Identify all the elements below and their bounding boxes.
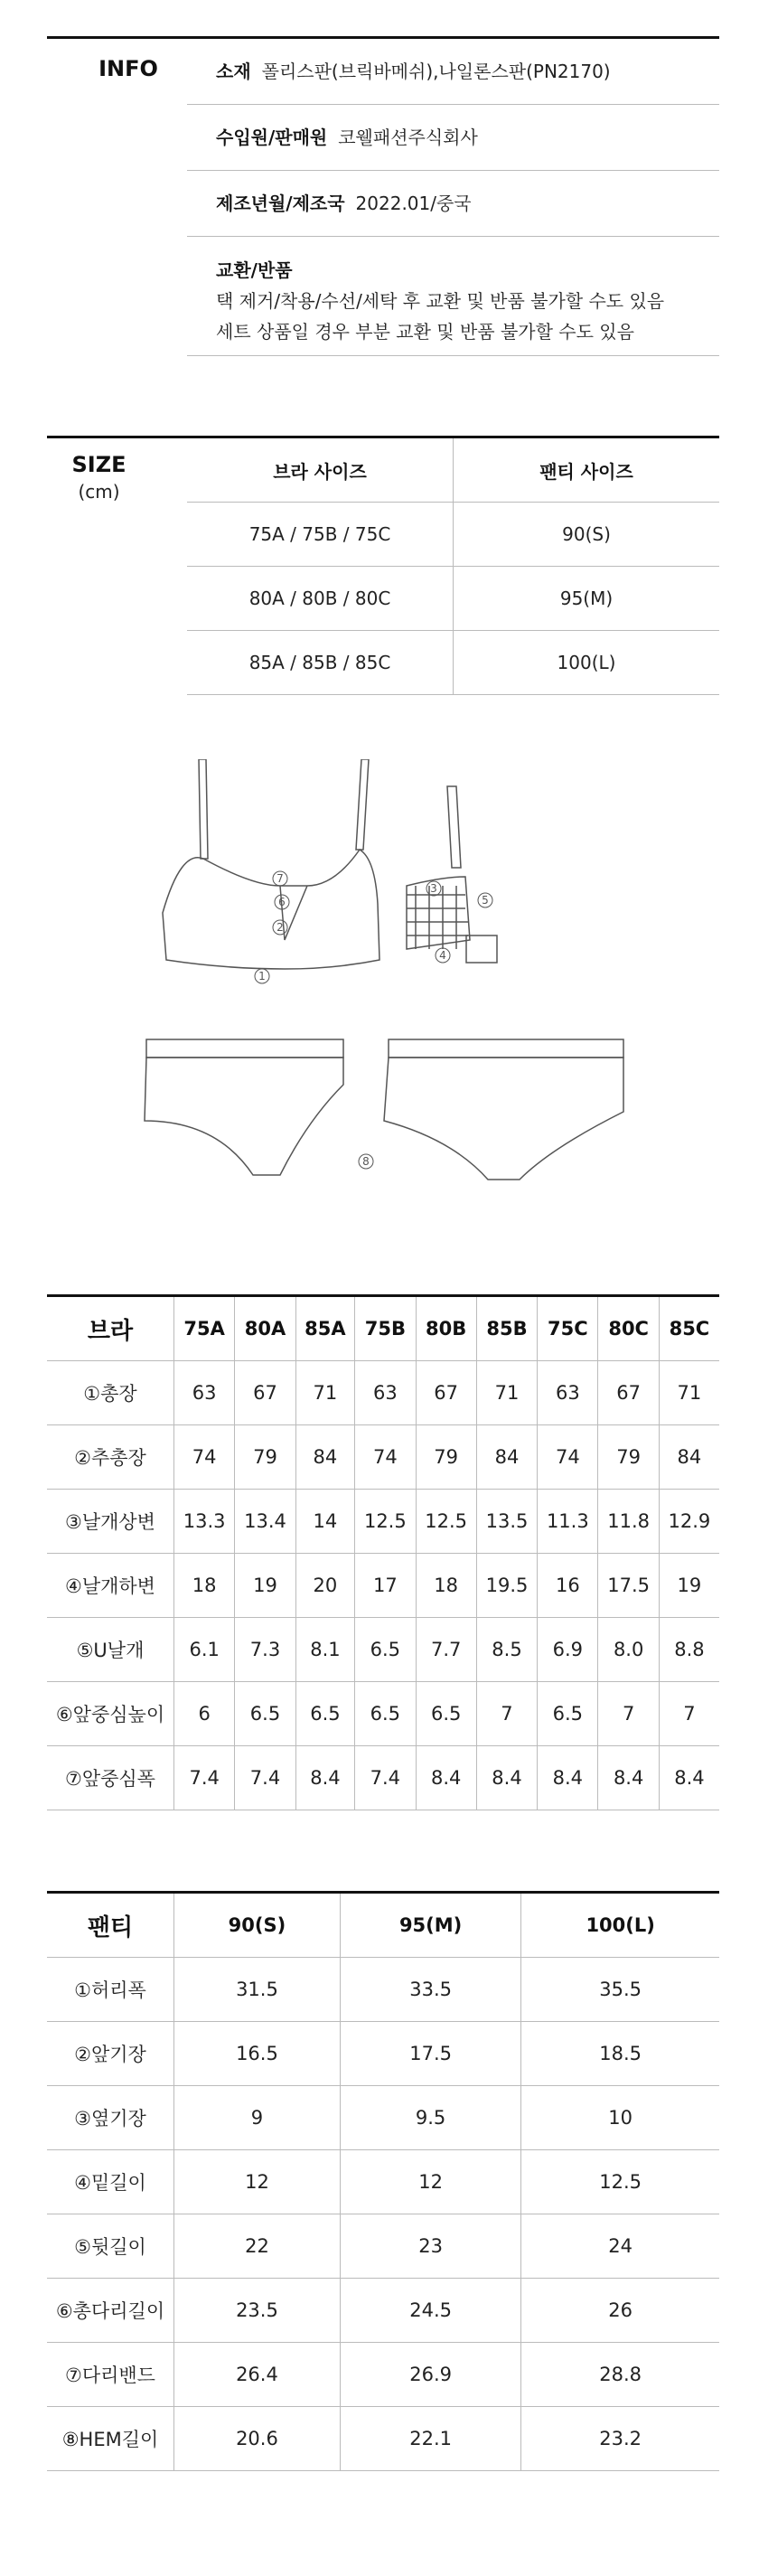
value-cell: 31.5 [174,1958,341,2022]
bra-size-col: 80A [235,1296,295,1361]
value-cell: 7 [598,1682,659,1746]
value-cell: 18 [174,1554,235,1618]
panty-size-header: 팬티 사이즈 [454,438,720,503]
table-row [47,2279,719,2343]
bra-table-body [47,1361,719,1810]
bra-size-col: 80C [598,1296,659,1361]
value-cell: 19 [659,1554,719,1618]
value-cell: 19 [235,1554,295,1618]
value-cell: 7 [476,1682,537,1746]
value-cell: 7.4 [174,1746,235,1810]
table-row [47,2214,719,2279]
value-cell: 71 [295,1361,355,1425]
exchange-label: 교환/반품 [216,259,293,281]
row-label: ①허리폭 [47,1958,174,2022]
size-row [187,503,719,567]
value-cell: 79 [416,1425,476,1490]
manufacture-value: 2022.01/중국 [355,193,472,214]
table-row [47,1361,719,1425]
value-cell: 12.9 [659,1490,719,1554]
value-cell: 10 [521,2086,719,2150]
value-cell: 22.1 [340,2407,520,2471]
value-cell: 79 [235,1425,295,1490]
info-heading: INFO [98,56,158,81]
value-cell: 16.5 [174,2022,341,2086]
marker-8 [359,1154,373,1169]
value-cell: 7.4 [235,1746,295,1810]
value-cell: 12.5 [355,1490,416,1554]
value-cell: 12.5 [521,2150,719,2214]
value-cell: 18.5 [521,2022,719,2086]
value-cell: 79 [598,1425,659,1490]
value-cell: 67 [235,1361,295,1425]
value-cell: 22 [174,2214,341,2279]
size-heading [47,452,151,503]
value-cell: 84 [476,1425,537,1490]
table-row [47,2022,719,2086]
material-label: 소재 [216,61,251,82]
value-cell: 6.5 [355,1618,416,1682]
value-cell: 7.4 [355,1746,416,1810]
info-row-manufacture [187,171,719,237]
value-cell: 7 [659,1682,719,1746]
value-cell: 35.5 [521,1958,719,2022]
row-label: ③날개상변 [47,1490,174,1554]
row-label: ⑥앞중심높이 [47,1682,174,1746]
panty-heading: 팬티 [47,1893,174,1958]
value-cell: 6.5 [235,1682,295,1746]
row-label: ⑤뒷길이 [47,2214,174,2279]
bra-size-col: 85B [476,1296,537,1361]
table-row [47,1618,719,1682]
bra-size-cell: 75A / 75B / 75C [187,503,454,567]
bra-size-col: 75B [355,1296,416,1361]
bra-size-cell: 85A / 85B / 85C [187,631,454,695]
value-cell: 71 [476,1361,537,1425]
value-cell: 84 [659,1425,719,1490]
bra-front-illustration [163,759,380,969]
info-row-exchange [187,237,719,356]
manufacture-label: 제조년월/제조국 [216,193,345,214]
value-cell: 8.4 [416,1746,476,1810]
marker-2 [273,920,287,935]
value-cell: 74 [355,1425,416,1490]
size-header-row [187,438,719,503]
bra-header-row [47,1296,719,1361]
value-cell: 26 [521,2279,719,2343]
value-cell: 28.8 [521,2343,719,2407]
size-section [47,436,719,673]
row-label: ②앞기장 [47,2022,174,2086]
value-cell: 8.5 [476,1618,537,1682]
value-cell: 33.5 [340,1958,520,2022]
value-cell: 20.6 [174,2407,341,2471]
table-row [47,2150,719,2214]
value-cell: 8.4 [659,1746,719,1810]
panty-size-cell: 95(M) [454,567,720,631]
info-row-material [187,39,719,105]
bra-size-cell: 80A / 80B / 80C [187,567,454,631]
size-heading-title: SIZE [71,452,126,477]
value-cell: 9.5 [340,2086,520,2150]
value-cell: 13.5 [476,1490,537,1554]
table-row [47,2407,719,2471]
marker-6 [275,895,289,909]
info-section [47,36,719,343]
bra-heading: 브라 [47,1296,174,1361]
bra-back-illustration [407,786,497,963]
svg-text:5: 5 [482,894,489,907]
value-cell: 14 [295,1490,355,1554]
value-cell: 11.8 [598,1490,659,1554]
row-label: ④밑길이 [47,2150,174,2214]
bra-size-col: 85C [659,1296,719,1361]
marker-4 [436,948,450,963]
measurement-diagram-svg [126,759,632,1329]
value-cell: 17.5 [340,2022,520,2086]
importer-label: 수입원/판매원 [216,127,328,148]
bra-size-col: 80B [416,1296,476,1361]
value-cell: 24.5 [340,2279,520,2343]
table-row [47,1490,719,1554]
row-label: ③옆기장 [47,2086,174,2150]
value-cell: 8.4 [538,1746,598,1810]
panty-size-col: 90(S) [174,1893,341,1958]
value-cell: 11.3 [538,1490,598,1554]
bra-size-col: 75C [538,1296,598,1361]
row-label: ①총장 [47,1361,174,1425]
value-cell: 6.1 [174,1618,235,1682]
value-cell: 17.5 [598,1554,659,1618]
measurement-diagrams [126,759,632,1329]
bra-size-col: 75A [174,1296,235,1361]
svg-text:8: 8 [362,1155,370,1168]
table-row [47,2343,719,2407]
bra-size-header: 브라 사이즈 [187,438,454,503]
size-heading-unit: (cm) [78,481,120,503]
value-cell: 12 [174,2150,341,2214]
value-cell: 6.5 [416,1682,476,1746]
value-cell: 7.7 [416,1618,476,1682]
value-cell: 23.5 [174,2279,341,2343]
table-row [47,1425,719,1490]
value-cell: 12 [340,2150,520,2214]
value-cell: 8.8 [659,1618,719,1682]
size-row [187,631,719,695]
value-cell: 9 [174,2086,341,2150]
value-cell: 23.2 [521,2407,719,2471]
value-cell: 74 [538,1425,598,1490]
marker-7 [273,871,287,886]
importer-value: 코웰패션주식회사 [338,127,478,148]
row-label: ⑦앞중심폭 [47,1746,174,1810]
marker-1 [255,969,269,983]
value-cell: 17 [355,1554,416,1618]
value-cell: 23 [340,2214,520,2279]
svg-text:1: 1 [258,970,266,982]
row-label: ⑥총다리길이 [47,2279,174,2343]
table-row [47,1958,719,2022]
material-value: 폴리스판(브릭바메쉬),나일론스판(PN2170) [261,61,611,82]
row-label: ⑦다리밴드 [47,2343,174,2407]
panty-back-illustration [384,1039,623,1180]
size-table [187,438,719,695]
panty-size-col: 95(M) [340,1893,520,1958]
value-cell: 6 [174,1682,235,1746]
value-cell: 6.5 [355,1682,416,1746]
marker-5 [478,893,492,907]
value-cell: 8.4 [295,1746,355,1810]
row-label: ②추총장 [47,1425,174,1490]
value-cell: 13.4 [235,1490,295,1554]
size-row [187,567,719,631]
row-label: ⑧HEM길이 [47,2407,174,2471]
value-cell: 18 [416,1554,476,1618]
bra-measurement-table [47,1294,719,1810]
panty-size-cell: 90(S) [454,503,720,567]
value-cell: 6.5 [538,1682,598,1746]
value-cell: 74 [174,1425,235,1490]
value-cell: 7.3 [235,1618,295,1682]
value-cell: 84 [295,1425,355,1490]
value-cell: 6.5 [295,1682,355,1746]
table-row [47,1746,719,1810]
value-cell: 63 [174,1361,235,1425]
value-cell: 6.9 [538,1618,598,1682]
info-rows [187,39,719,356]
value-cell: 71 [659,1361,719,1425]
value-cell: 20 [295,1554,355,1618]
svg-text:3: 3 [430,882,437,895]
svg-text:7: 7 [276,872,284,885]
value-cell: 8.1 [295,1618,355,1682]
value-cell: 26.4 [174,2343,341,2407]
exchange-line-2: 세트 상품일 경우 부분 교환 및 반품 불가할 수도 있음 [216,321,634,343]
svg-text:6: 6 [278,896,286,908]
panty-measurement-table [47,1891,719,2471]
panty-header-row [47,1893,719,1958]
value-cell: 26.9 [340,2343,520,2407]
value-cell: 63 [538,1361,598,1425]
table-row [47,2086,719,2150]
exchange-line-1: 택 제거/착용/수선/세탁 후 교환 및 반품 불가할 수도 있음 [216,290,665,312]
value-cell: 16 [538,1554,598,1618]
value-cell: 19.5 [476,1554,537,1618]
value-cell: 67 [416,1361,476,1425]
value-cell: 63 [355,1361,416,1425]
table-row [47,1682,719,1746]
table-row [47,1554,719,1618]
value-cell: 8.4 [476,1746,537,1810]
row-label: ④날개하변 [47,1554,174,1618]
panty-front-illustration [145,1039,343,1175]
value-cell: 12.5 [416,1490,476,1554]
value-cell: 8.0 [598,1618,659,1682]
svg-text:2: 2 [276,921,284,934]
value-cell: 67 [598,1361,659,1425]
bra-size-col: 85A [295,1296,355,1361]
value-cell: 8.4 [598,1746,659,1810]
panty-size-col: 100(L) [521,1893,719,1958]
panty-table-body [47,1958,719,2471]
info-row-importer [187,105,719,171]
value-cell: 13.3 [174,1490,235,1554]
svg-text:4: 4 [439,949,446,962]
row-label: ⑤U날개 [47,1618,174,1682]
value-cell: 24 [521,2214,719,2279]
panty-size-cell: 100(L) [454,631,720,695]
